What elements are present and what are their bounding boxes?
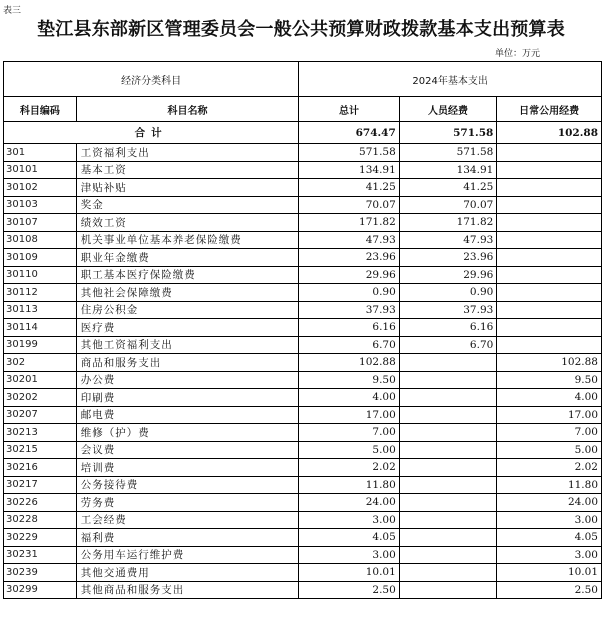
row-total: 102.88 xyxy=(299,354,400,372)
row-name: 公务用车运行维护费 xyxy=(76,546,299,564)
table-row xyxy=(4,511,602,529)
row-personnel xyxy=(399,441,497,459)
row-code: 30113 xyxy=(4,301,77,319)
budget-table xyxy=(3,61,602,599)
row-code: 30217 xyxy=(4,476,77,494)
row-personnel: 6.16 xyxy=(399,319,497,337)
table-row xyxy=(4,581,602,599)
row-personnel xyxy=(399,389,497,407)
row-code: 30110 xyxy=(4,266,77,284)
header-econ-class: 经济分类科目 xyxy=(4,62,299,97)
row-daily xyxy=(497,161,602,179)
row-daily xyxy=(497,284,602,302)
row-daily: 4.05 xyxy=(497,529,602,547)
page-title: 垫江县东部新区管理委员会一般公共预算财政拨款基本支出预算表 xyxy=(37,19,565,40)
summary-daily: 102.88 xyxy=(497,122,602,144)
table-row xyxy=(4,406,602,424)
row-code: 30231 xyxy=(4,546,77,564)
row-daily: 3.00 xyxy=(497,511,602,529)
row-daily xyxy=(497,179,602,197)
row-code: 30216 xyxy=(4,459,77,477)
row-name: 印刷费 xyxy=(76,389,299,407)
row-total: 6.16 xyxy=(299,319,400,337)
summary-row xyxy=(4,122,602,144)
row-name: 工资福利支出 xyxy=(76,144,299,162)
row-total: 11.80 xyxy=(299,476,400,494)
table-row xyxy=(4,476,602,494)
row-daily xyxy=(497,231,602,249)
row-code: 30107 xyxy=(4,214,77,232)
table-row xyxy=(4,336,602,354)
row-total: 134.91 xyxy=(299,161,400,179)
row-code: 30202 xyxy=(4,389,77,407)
row-total: 70.07 xyxy=(299,196,400,214)
summary-total: 674.47 xyxy=(299,122,400,144)
row-name: 其他商品和服务支出 xyxy=(76,581,299,599)
row-daily xyxy=(497,319,602,337)
row-code: 30228 xyxy=(4,511,77,529)
row-total: 23.96 xyxy=(299,249,400,267)
row-total: 17.00 xyxy=(299,406,400,424)
row-total: 171.82 xyxy=(299,214,400,232)
row-personnel xyxy=(399,581,497,599)
row-personnel: 70.07 xyxy=(399,196,497,214)
row-daily: 2.50 xyxy=(497,581,602,599)
row-personnel: 0.90 xyxy=(399,284,497,302)
table-row xyxy=(4,319,602,337)
row-personnel: 41.25 xyxy=(399,179,497,197)
row-total: 41.25 xyxy=(299,179,400,197)
table-row xyxy=(4,196,602,214)
row-name: 基本工资 xyxy=(76,161,299,179)
row-code: 30215 xyxy=(4,441,77,459)
row-total: 5.00 xyxy=(299,441,400,459)
row-name: 其他工资福利支出 xyxy=(76,336,299,354)
table-row xyxy=(4,529,602,547)
row-name: 医疗费 xyxy=(76,319,299,337)
row-daily: 17.00 xyxy=(497,406,602,424)
table-row xyxy=(4,389,602,407)
row-personnel: 37.93 xyxy=(399,301,497,319)
row-total: 10.01 xyxy=(299,564,400,582)
row-personnel: 134.91 xyxy=(399,161,497,179)
row-total: 6.70 xyxy=(299,336,400,354)
row-personnel: 6.70 xyxy=(399,336,497,354)
row-daily xyxy=(497,336,602,354)
row-code: 30114 xyxy=(4,319,77,337)
row-name: 商品和服务支出 xyxy=(76,354,299,372)
row-personnel xyxy=(399,424,497,442)
row-daily xyxy=(497,249,602,267)
row-personnel xyxy=(399,476,497,494)
row-code: 30102 xyxy=(4,179,77,197)
row-code: 302 xyxy=(4,354,77,372)
header-code: 科目编码 xyxy=(4,97,77,122)
header-personnel: 人员经费 xyxy=(399,97,497,122)
table-row xyxy=(4,546,602,564)
table-row xyxy=(4,231,602,249)
row-personnel: 23.96 xyxy=(399,249,497,267)
row-total: 47.93 xyxy=(299,231,400,249)
row-daily xyxy=(497,301,602,319)
table-row xyxy=(4,371,602,389)
table-row xyxy=(4,179,602,197)
row-total: 24.00 xyxy=(299,494,400,512)
row-total: 3.00 xyxy=(299,511,400,529)
table-row xyxy=(4,441,602,459)
row-total: 2.50 xyxy=(299,581,400,599)
row-total: 3.00 xyxy=(299,546,400,564)
row-name: 机关事业单位基本养老保险缴费 xyxy=(76,231,299,249)
table-row xyxy=(4,161,602,179)
row-code: 30199 xyxy=(4,336,77,354)
row-daily xyxy=(497,196,602,214)
row-name: 职工基本医疗保险缴费 xyxy=(76,266,299,284)
table-row xyxy=(4,494,602,512)
row-code: 30299 xyxy=(4,581,77,599)
row-daily: 5.00 xyxy=(497,441,602,459)
row-daily: 3.00 xyxy=(497,546,602,564)
row-name: 福利费 xyxy=(76,529,299,547)
row-personnel xyxy=(399,371,497,389)
row-total: 7.00 xyxy=(299,424,400,442)
row-personnel xyxy=(399,354,497,372)
header-name: 科目名称 xyxy=(76,97,299,122)
row-daily: 11.80 xyxy=(497,476,602,494)
unit-label: 单位：万元 xyxy=(494,49,540,59)
row-name: 办公费 xyxy=(76,371,299,389)
row-personnel xyxy=(399,564,497,582)
row-name: 维修（护）费 xyxy=(76,424,299,442)
row-total: 0.90 xyxy=(299,284,400,302)
row-personnel xyxy=(399,459,497,477)
row-personnel xyxy=(399,511,497,529)
row-total: 37.93 xyxy=(299,301,400,319)
summary-label: 合计 xyxy=(4,122,299,144)
row-personnel: 171.82 xyxy=(399,214,497,232)
row-name: 会议费 xyxy=(76,441,299,459)
row-total: 9.50 xyxy=(299,371,400,389)
row-personnel xyxy=(399,546,497,564)
row-name: 劳务费 xyxy=(76,494,299,512)
row-daily: 7.00 xyxy=(497,424,602,442)
table-row xyxy=(4,284,602,302)
row-total: 4.00 xyxy=(299,389,400,407)
row-name: 其他社会保障缴费 xyxy=(76,284,299,302)
row-code: 30109 xyxy=(4,249,77,267)
table-row xyxy=(4,214,602,232)
row-daily: 2.02 xyxy=(497,459,602,477)
row-name: 公务接待费 xyxy=(76,476,299,494)
table-row xyxy=(4,459,602,477)
row-code: 30201 xyxy=(4,371,77,389)
row-daily xyxy=(497,266,602,284)
row-name: 培训费 xyxy=(76,459,299,477)
row-daily: 9.50 xyxy=(497,371,602,389)
row-total: 29.96 xyxy=(299,266,400,284)
row-daily: 4.00 xyxy=(497,389,602,407)
row-personnel xyxy=(399,494,497,512)
row-code: 30226 xyxy=(4,494,77,512)
table-row xyxy=(4,354,602,372)
row-code: 30213 xyxy=(4,424,77,442)
row-personnel: 571.58 xyxy=(399,144,497,162)
row-name: 职业年金缴费 xyxy=(76,249,299,267)
table-row xyxy=(4,266,602,284)
row-name: 奖金 xyxy=(76,196,299,214)
row-code: 30229 xyxy=(4,529,77,547)
table-row xyxy=(4,144,602,162)
row-daily: 24.00 xyxy=(497,494,602,512)
row-daily: 102.88 xyxy=(497,354,602,372)
table-row xyxy=(4,249,602,267)
row-personnel xyxy=(399,529,497,547)
row-code: 30108 xyxy=(4,231,77,249)
table-row xyxy=(4,564,602,582)
header-total: 总计 xyxy=(299,97,400,122)
header-year-expense: 2024年基本支出 xyxy=(299,62,602,97)
row-code: 30207 xyxy=(4,406,77,424)
row-daily: 10.01 xyxy=(497,564,602,582)
header-daily: 日常公用经费 xyxy=(497,97,602,122)
header-row-2 xyxy=(4,97,602,122)
summary-personnel: 571.58 xyxy=(399,122,497,144)
row-personnel: 29.96 xyxy=(399,266,497,284)
row-name: 绩效工资 xyxy=(76,214,299,232)
row-name: 其他交通费用 xyxy=(76,564,299,582)
table-row xyxy=(4,301,602,319)
row-personnel: 47.93 xyxy=(399,231,497,249)
row-daily xyxy=(497,214,602,232)
row-code: 30103 xyxy=(4,196,77,214)
row-code: 30112 xyxy=(4,284,77,302)
row-name: 邮电费 xyxy=(76,406,299,424)
table-tag: 表三 xyxy=(3,6,22,16)
row-code: 30101 xyxy=(4,161,77,179)
row-total: 571.58 xyxy=(299,144,400,162)
row-name: 住房公积金 xyxy=(76,301,299,319)
row-personnel xyxy=(399,406,497,424)
row-name: 工会经费 xyxy=(76,511,299,529)
header-row-1 xyxy=(4,62,602,97)
table-row xyxy=(4,424,602,442)
row-daily xyxy=(497,144,602,162)
row-code: 301 xyxy=(4,144,77,162)
row-name: 津贴补贴 xyxy=(76,179,299,197)
row-code: 30239 xyxy=(4,564,77,582)
row-total: 2.02 xyxy=(299,459,400,477)
row-total: 4.05 xyxy=(299,529,400,547)
